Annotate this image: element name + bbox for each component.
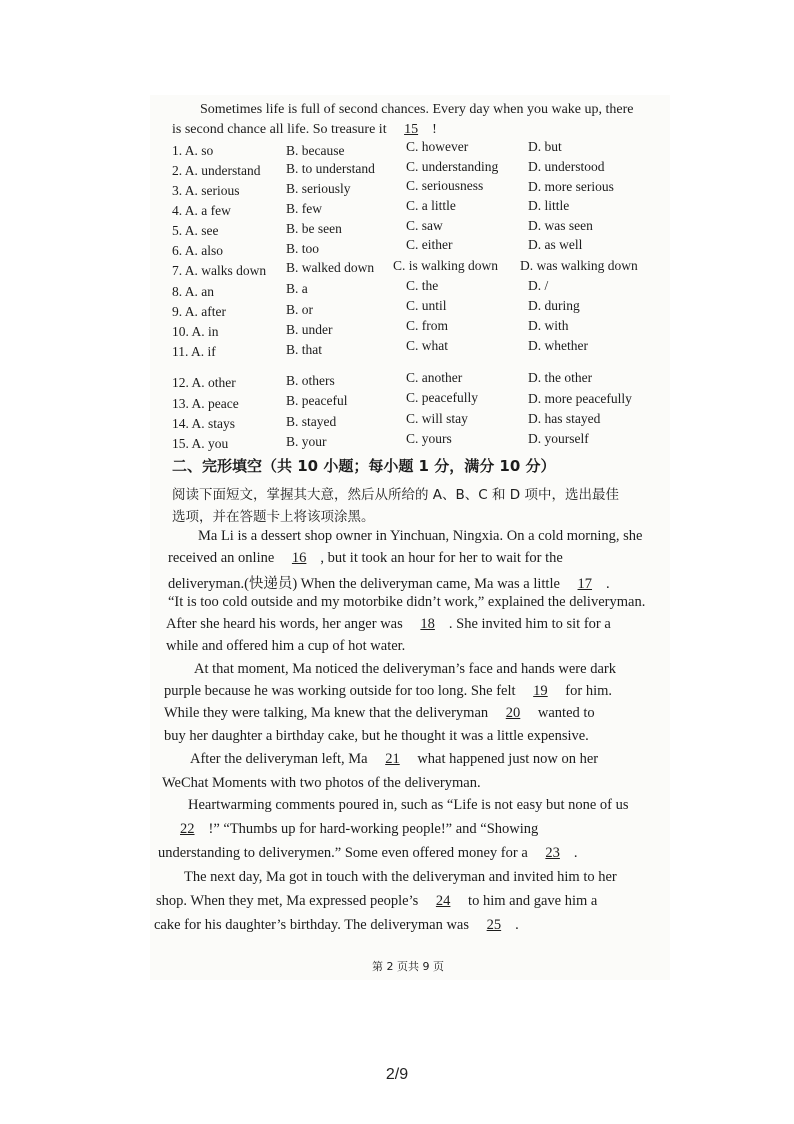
blank-19: 19 [533,683,548,699]
option-c: C. saw [406,218,443,233]
blank-21: 21 [385,751,400,767]
passage-text: WeChat Moments with two photos of the deliveryman. [162,775,481,791]
option-a: 2. A. understand [172,163,261,178]
passage-line [168,550,563,567]
option-d: D. with [528,318,569,333]
blank-15: 15 [404,122,419,137]
passage-text: what happened just now on her [417,751,599,767]
option-d: D. little [528,198,570,213]
passage-text: At that moment, Ma noticed the deliveryman’s face and hands were dark [194,661,616,677]
blank-20: 20 [505,705,521,721]
option-c: C. is walking down [393,258,499,273]
option-b: B. seriously [286,181,351,196]
option-b: B. because [286,143,345,158]
option-c: C. the [406,278,439,293]
option-c: C. will stay [406,411,468,426]
passage-text: . [515,917,519,933]
option-c: C. yours [406,431,452,446]
passage-text: . [606,576,610,592]
blank-18: 18 [420,616,435,632]
option-d: D. more peacefully [528,391,632,406]
option-d: D. understood [528,159,605,174]
passage-text: for him. [565,683,613,699]
option-c: C. however [406,139,469,154]
passage-line [154,917,519,934]
section-heading: 二、完形填空（共 10 小题；每小题 1 分，满分 10 分） [172,457,556,475]
passage-line [166,616,611,633]
passage-text: Heartwarming comments poured in, such as “Life is not easy but none of us [188,797,629,813]
passage-text: The next day, Ma got in touch with the deliveryman and invited him to her [184,869,617,885]
option-a: 4. A. a few [172,203,231,218]
option-a: 6. A. also [172,243,224,258]
intro-line-2-text: is second chance all life. So treasure it [172,122,387,137]
blank-25: 25 [486,917,502,933]
blank-22: 22 [180,821,195,837]
passage-text: purple because he was working outside for too long. She felt [164,683,516,699]
option-d: D. was seen [528,218,593,233]
option-b: B. stayed [286,414,337,429]
passage-text: shop. When they met, Ma expressed people’s [156,893,419,909]
option-d: D. whether [528,338,588,353]
option-b: B. too [286,241,320,256]
option-c: C. understanding [406,159,499,174]
passage-text: buy her daughter a birthday cake, but he thought it was a little expensive. [164,728,589,744]
passage-line [158,845,578,862]
passage-text: While they were talking, Ma knew that the deliveryman [164,705,489,721]
option-d: D. more serious [528,179,614,194]
option-b: B. under [286,322,333,337]
section-instruction-2: 选项，并在答题卡上将该项涂黑。 [172,509,375,525]
option-a: 8. A. an [172,284,214,299]
intro-line-1: Sometimes life is full of second chances. Every day when you wake up, there [200,102,634,117]
passage-line [164,705,595,722]
passage-text: After she heard his words, her anger was [166,616,403,632]
option-a: 15. A. you [172,436,229,451]
option-c: C. peacefully [406,390,478,405]
option-a: 14. A. stays [172,416,236,431]
option-b: B. few [286,201,322,216]
option-a: 12. A. other [172,375,236,390]
passage-text: !” “Thumbs up for hard-working people!” and “Showing [208,821,539,837]
option-d: D. was walking down [520,258,638,273]
passage-text: “It is too cold outside and my motorbike didn’t work,” explained the deliveryman. [168,594,646,610]
passage-line [194,661,616,678]
option-c: C. another [406,370,463,385]
option-d: D. has stayed [528,411,601,426]
passage-text: After the deliveryman left, Ma [190,751,368,767]
passage-line [164,728,589,745]
option-a: 7. A. walks down [172,263,267,278]
intro-line-2-end: ! [432,122,437,137]
passage-text: deliveryman.(快递员) When the deliveryman came, Ma was a little [168,576,560,592]
option-a: 9. A. after [172,304,226,319]
option-c: C. seriousness [406,178,484,193]
intro-line-2 [172,121,437,139]
option-b: B. be seen [286,221,342,236]
passage-text: received an online [168,550,275,566]
section-instruction-1: 阅读下面短文，掌握其大意，然后从所给的 A、B、C 和 D 项中，选出最佳 [172,487,619,503]
passage-line [164,683,612,700]
option-c: C. a little [406,198,456,213]
option-a: 11. A. if [172,344,216,359]
option-b: B. or [286,302,313,317]
passage-line [162,775,481,792]
passage-line [166,638,405,655]
passage-line [166,821,538,838]
option-a: 5. A. see [172,223,219,238]
option-a: 1. A. so [172,143,214,158]
passage-line [168,572,610,593]
option-d: D. the other [528,370,593,385]
passage-text: understanding to deliverymen.” Some even offered money for a [158,845,528,861]
blank-23: 23 [545,845,560,861]
blank-17: 17 [577,576,593,592]
passage-text: , but it took an hour for her to wait for the [320,550,563,566]
option-b: B. a [286,281,308,296]
option-b: B. peaceful [286,393,348,408]
blank-24: 24 [435,893,451,909]
option-a: 3. A. serious [172,183,240,198]
option-b: B. walked down [286,260,375,275]
option-c: C. either [406,237,453,252]
option-d: D. during [528,298,580,313]
option-a: 10. A. in [172,324,219,339]
option-d: D. / [528,278,549,293]
option-c: C. what [406,338,448,353]
option-d: D. yourself [528,431,589,446]
passage-text: . She invited him to sit for a [448,616,611,632]
passage-line [198,528,642,545]
option-c: C. until [406,298,447,313]
option-c: C. from [406,318,448,333]
option-a: 13. A. peace [172,396,239,411]
passage-text: to him and gave him a [468,893,598,909]
sheet-footer: 第 2 页共 9 页 [372,960,444,973]
passage-line [184,869,617,886]
option-b: B. your [286,434,327,449]
passage-line [156,893,597,910]
passage-line [190,751,598,768]
passage-text: . [573,845,578,861]
page-number: 2/9 [385,1066,409,1083]
blank-16: 16 [291,550,307,566]
passage-text: cake for his daughter’s birthday. The deliveryman was [154,917,470,933]
option-b: B. to understand [286,161,375,176]
passage-text: while and offered him a cup of hot water. [166,638,406,654]
passage-text: wanted to [537,705,595,721]
passage-line [168,594,645,611]
option-d: D. as well [528,237,583,252]
option-b: B. others [286,373,335,388]
option-b: B. that [286,342,322,357]
passage-text: Ma Li is a dessert shop owner in Yinchuan, Ningxia. On a cold morning, she [198,528,643,544]
passage-line [188,797,629,814]
option-d: D. but [528,139,562,154]
